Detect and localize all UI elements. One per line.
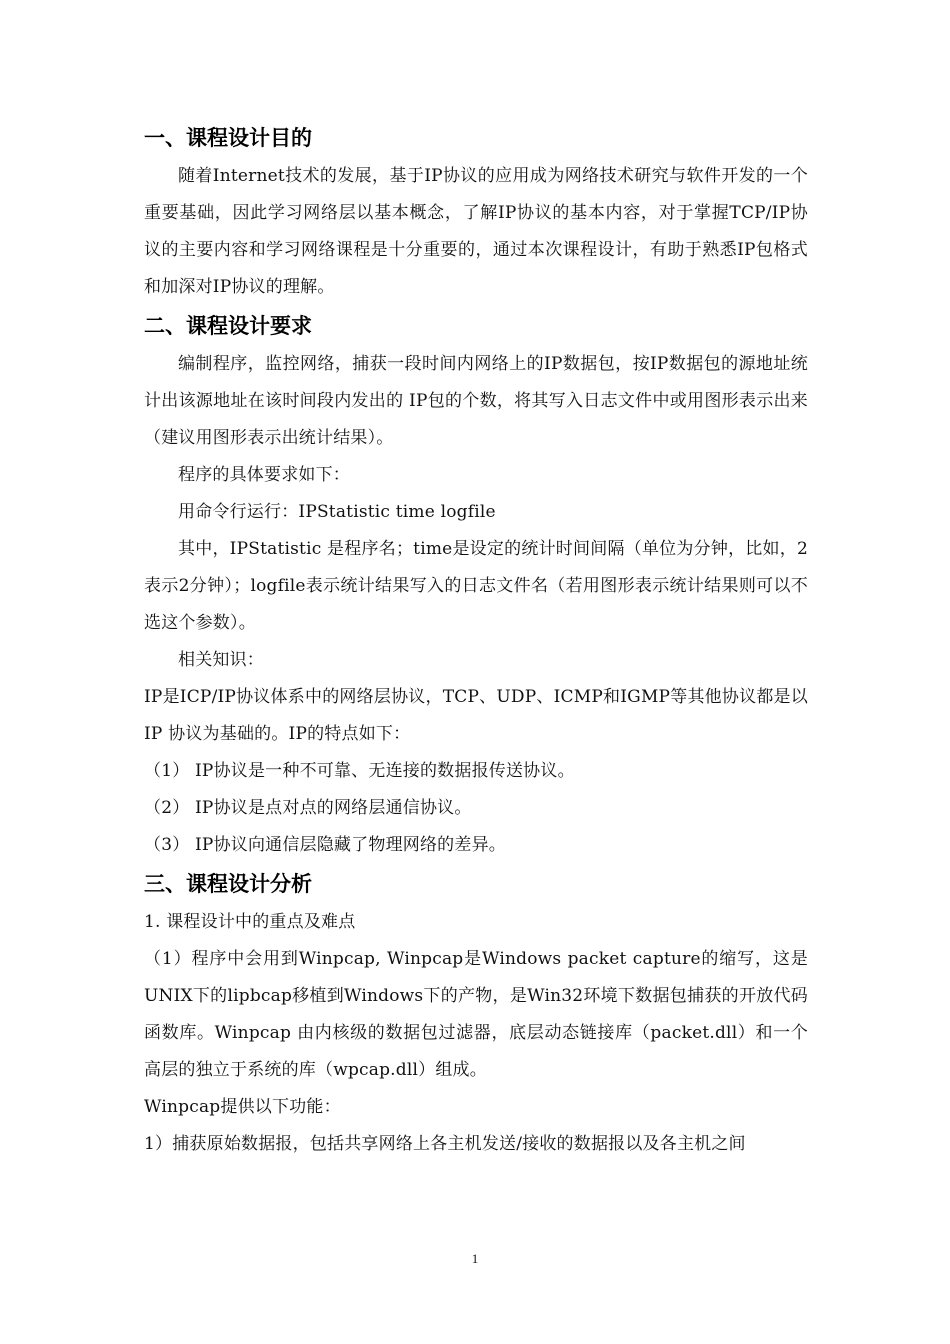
winpcap-features-label: Winpcap提供以下功能：	[144, 1097, 341, 1117]
requirements-intro: 程序的具体要求如下：	[178, 465, 350, 485]
winpcap-feature-item: 1）捕获原始数据报，包括共享网络上各主机发送/接收的数据报以及各主机之间	[144, 1134, 746, 1154]
section-heading-requirements: 二、课程设计要求	[144, 314, 312, 338]
ip-protocol-description: IP是ICP/IP协议体系中的网络层协议，TCP、UDP、ICMP和IGMP等其他协议都是以IP 协议为基础的。IP的特点如下：	[144, 687, 808, 744]
command-line-usage: 用命令行运行：IPStatistic time logfile	[178, 502, 496, 522]
list-item: （3） IP协议向通信层隐藏了物理网络的差异。	[144, 835, 506, 855]
requirements-paragraph: 编制程序，监控网络，捕获一段时间内网络上的IP数据包，按IP数据包的源地址统计出该源地址在该时间段内发出的 IP包的个数，将其写入日志文件中或用图形表示出来（建议用图形表示出统计结果）。	[144, 354, 808, 448]
list-item: （2） IP协议是点对点的网络层通信协议。	[144, 798, 472, 818]
winpcap-paragraph: （1）程序中会用到Winpcap, Winpcap是Windows packet capture的缩写，这是UNIX下的lipbcap移植到Windows下的产物，是Win32环境下数据包捕获的开放代码函数库。Winpcap 由内核级的数据包过滤器，底层动态链接库（packet.dll）和一个高层的独立于系统的库（wpcap.dll）组成。	[144, 949, 808, 1080]
page-number: 1	[471, 1251, 479, 1266]
related-knowledge-label: 相关知识：	[178, 650, 264, 670]
parameter-description: 其中，IPStatistic 是程序名；time是设定的统计时间间隔（单位为分钟，比如，2表示2分钟）；logfile表示统计结果写入的日志文件名（若用图形表示统计结果则可以不选这个参数）。	[144, 539, 808, 633]
purpose-paragraph: 随着Internet技术的发展，基于IP协议的应用成为网络技术研究与软件开发的一个重要基础，因此学习网络层以基本概念，了解IP协议的基本内容，对于掌握TCP/IP协议的主要内容和学习网络课程是十分重要的，通过本次课程设计，有助于熟悉IP包格式和加深对IP协议的理解。	[144, 166, 808, 297]
list-item: （1） IP协议是一种不可靠、无连接的数据报传送协议。	[144, 761, 575, 781]
page-content	[144, 118, 808, 1163]
section-heading-purpose: 一、课程设计目的	[144, 126, 312, 150]
section-heading-analysis: 三、课程设计分析	[144, 872, 312, 896]
analysis-subheading: 1. 课程设计中的重点及难点	[144, 912, 356, 932]
